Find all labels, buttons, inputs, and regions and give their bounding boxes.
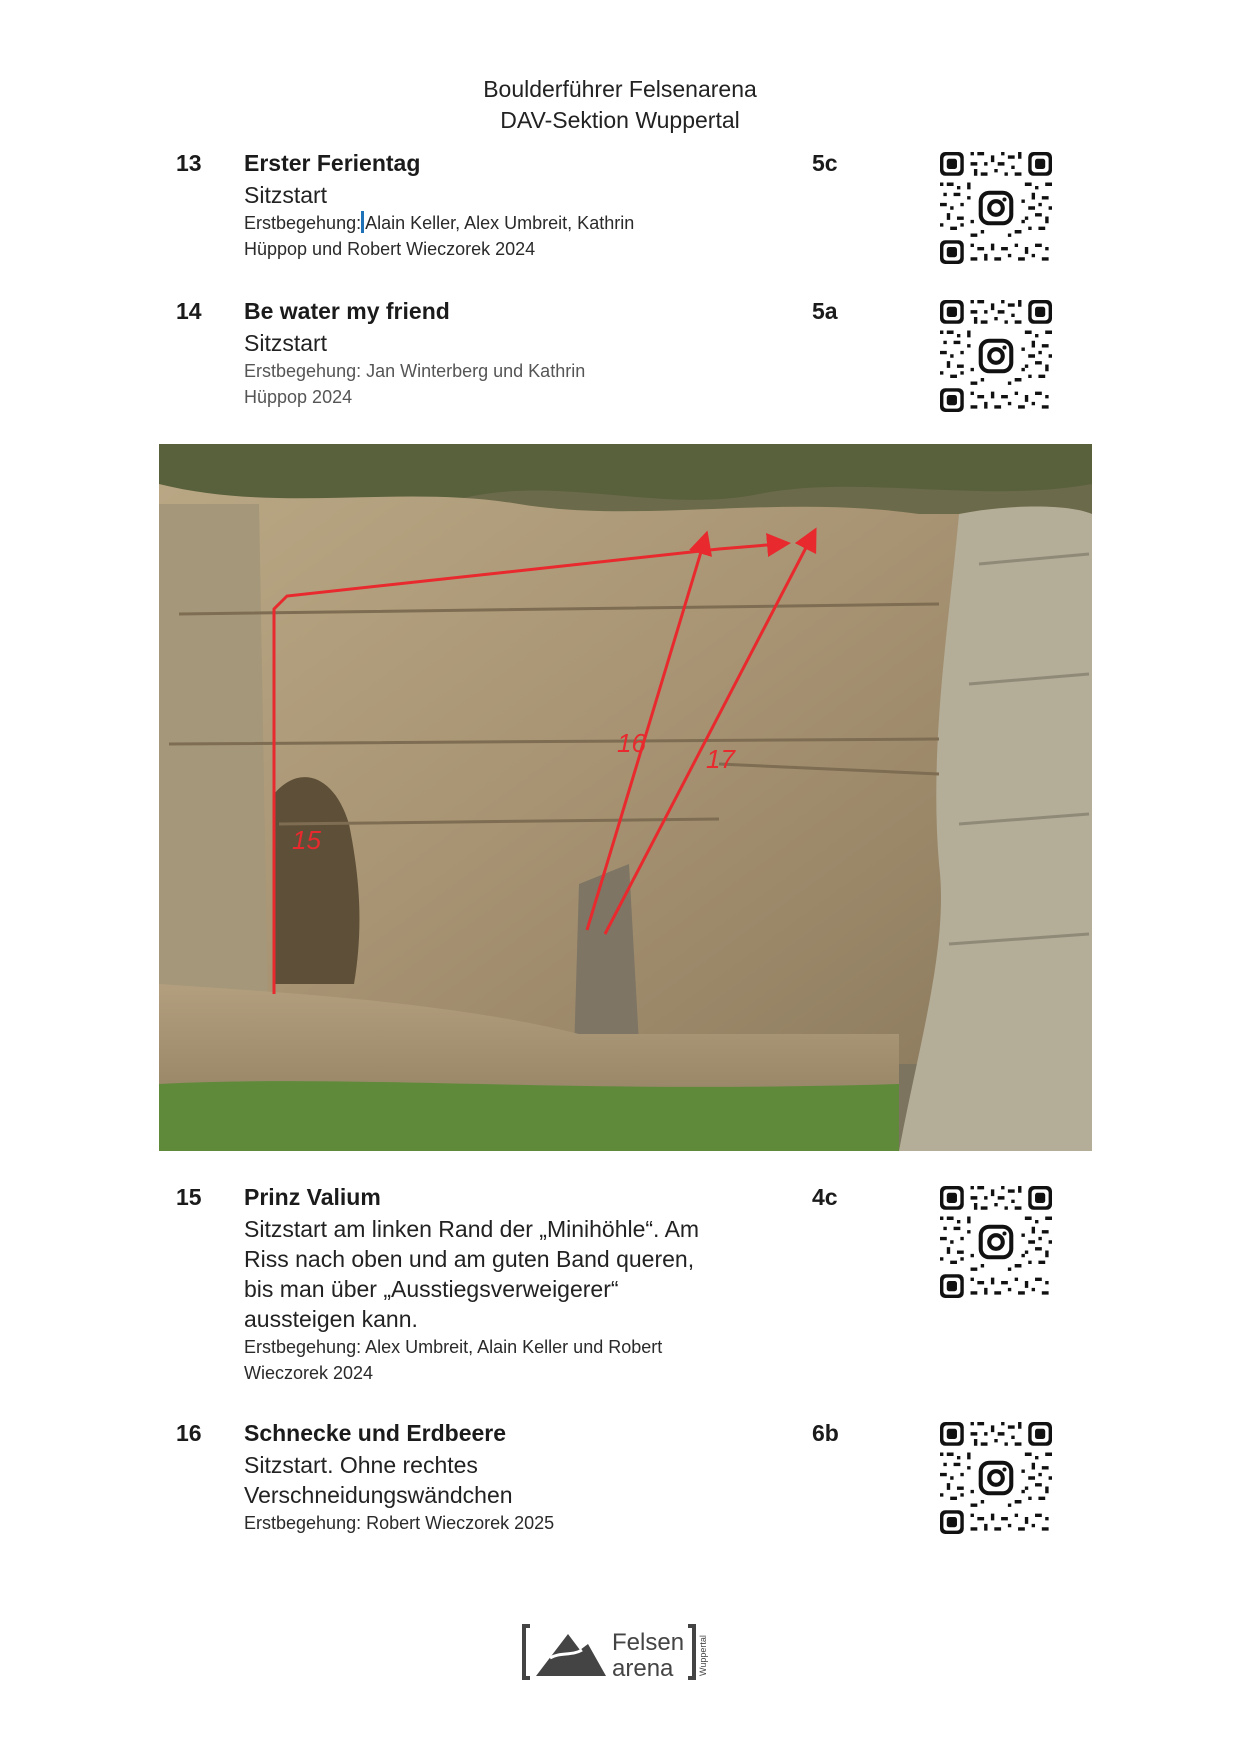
header-subtitle: DAV-Sektion Wuppertal: [500, 107, 740, 133]
route-label-16: 16: [617, 728, 646, 758]
qr-code[interactable]: [940, 152, 1052, 264]
header-title: Boulderführer Felsenarena: [483, 76, 757, 102]
qr-code[interactable]: [940, 1422, 1052, 1534]
route-number: 16: [176, 1420, 202, 1446]
logo-word-1: Felsen: [612, 1629, 685, 1656]
route-name: Be water my friend: [244, 298, 450, 324]
route-description: Sitzstart. Ohne rechtes Verschneidungswändchen Erstbegehung: Robert Wieczorek 2025: [244, 1450, 744, 1536]
text-cursor: [361, 211, 364, 233]
qr-code[interactable]: [940, 1186, 1052, 1298]
boulder-wall-photo: [159, 444, 1092, 1151]
route-grade: 6b: [812, 1420, 839, 1446]
route-grade: 5c: [812, 150, 838, 176]
route-number: 15: [176, 1184, 202, 1210]
first-ascent: Erstbegehung: Robert Wieczorek 2025: [244, 1513, 555, 1533]
route-name: Prinz Valium: [244, 1184, 381, 1210]
first-ascent: Erstbegehung: Alex Umbreit, Alain Keller und Robert: [244, 1337, 663, 1357]
route-name: Schnecke und Erdbeere: [244, 1420, 507, 1446]
qr-code[interactable]: [940, 300, 1052, 412]
logo-word-2: arena: [612, 1655, 674, 1682]
route-number: 14: [176, 298, 202, 324]
route-label-17: 17: [706, 744, 735, 774]
route-number: 13: [176, 150, 202, 176]
route-label-15: 15: [292, 825, 321, 855]
route-description: Sitzstart Erstbegehung: Jan Winterberg und Kathrin Hüppop 2024: [244, 328, 744, 410]
route-grade: 5a: [812, 298, 838, 324]
felsenarena-logo: [520, 1622, 720, 1682]
logo-side-text: Wuppertal: [698, 1635, 708, 1676]
route-grade: 4c: [812, 1184, 838, 1210]
page-header: [0, 74, 1240, 136]
route-description: Sitzstart Erstbegehung: Alain Keller, Alex Umbreit, Kathrin Hüppop und Robert Wieczorek 2024: [244, 180, 744, 262]
route-description: Sitzstart am linken Rand der „Minihöhle“. Am Riss nach oben und am guten Band queren, bis man über „Ausstiegsverweigerer“ aussteigen kann. Erstbegehung: Alex Umbreit, Alain Keller und Robert Wieczorek 2024: [244, 1214, 744, 1386]
route-name: Erster Ferientag: [244, 150, 421, 176]
first-ascent: Erstbegehung: Jan Winterberg und Kathrin: [244, 361, 586, 381]
first-ascent: Erstbegehung: Alain Keller, Alex Umbreit, Kathrin: [244, 213, 635, 233]
